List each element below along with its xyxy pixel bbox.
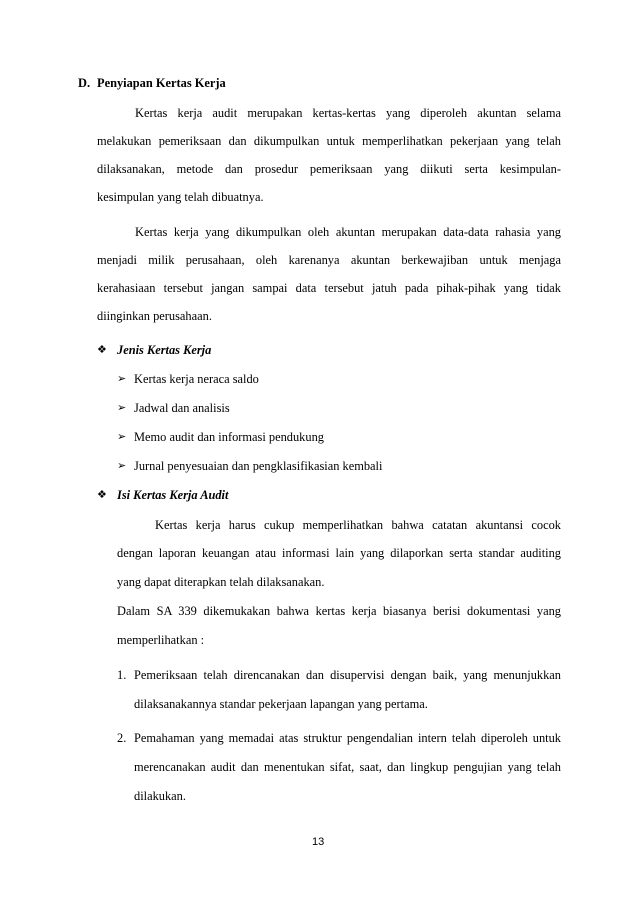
isi-paragraph-line: Kertas kerja harus cukup memperlihatkan bahwa catatan akuntansi cocok: [155, 518, 561, 532]
jenis-item: Kertas kerja neraca saldo: [134, 372, 259, 386]
sa-intro-line: Dalam SA 339 dikemukakan bahwa kertas kerja biasanya berisi dokumentasi yang: [117, 604, 561, 618]
list-item-line: dilaksanakannya standar pekerjaan lapangan yang pertama.: [134, 697, 428, 711]
sa-intro-line: memperlihatkan :: [117, 633, 205, 647]
arrow-bullet-icon: ➢: [117, 372, 127, 385]
list-item-line: dilakukan.: [134, 789, 186, 803]
section-title: Penyiapan Kertas Kerja: [97, 76, 226, 90]
list-item-line: merencanakan audit dan menentukan sifat, saat, dan lingkup pengujian yang telah: [134, 760, 561, 774]
paragraph1-line: Kertas kerja audit merupakan kertas-kertas yang diperoleh akuntan selama: [135, 106, 561, 120]
jenis-item: Jurnal penyesuaian dan pengklasifikasian kembali: [134, 459, 383, 473]
paragraph1-line: kesimpulan yang telah dibuatnya.: [97, 190, 264, 204]
jenis-title: Jenis Kertas Kerja: [117, 343, 212, 357]
paragraph2-line: kerahasiaan tersebut jangan sampai data tersebut jatuh pada pihak-pihak yang tidak: [97, 281, 561, 295]
paragraph1-line: dilaksanakan, metode dan prosedur pemeriksaan yang diikuti serta kesimpulan-: [97, 162, 561, 176]
paragraph2-line: diinginkan perusahaan.: [97, 309, 212, 323]
diamond-bullet-icon: ❖: [97, 488, 107, 501]
list-item-line: Pemahaman yang memadai atas struktur pengendalian intern telah diperoleh untuk: [134, 731, 561, 745]
jenis-item: Jadwal dan analisis: [134, 401, 230, 415]
isi-title: Isi Kertas Kerja Audit: [117, 488, 229, 502]
isi-paragraph-line: dengan laporan keuangan atau informasi lain yang dilaporkan serta standar auditing: [117, 546, 561, 560]
jenis-item: Memo audit dan informasi pendukung: [134, 430, 324, 444]
section-letter: D.: [78, 76, 91, 90]
paragraph2-line: Kertas kerja yang dikumpulkan oleh akuntan merupakan data-data rahasia yang: [135, 225, 561, 239]
diamond-bullet-icon: ❖: [97, 343, 107, 356]
paragraph2-line: menjadi milik perusahaan, oleh karenanya akuntan berkewajiban untuk menjaga: [97, 253, 561, 267]
isi-paragraph-line: yang dapat diterapkan telah dilaksanakan.: [117, 575, 325, 589]
arrow-bullet-icon: ➢: [117, 401, 127, 414]
arrow-bullet-icon: ➢: [117, 430, 127, 443]
page-number: 13: [312, 836, 325, 848]
paragraph1-line: melakukan pemeriksaan dan dikumpulkan untuk memperlihatkan pekerjaan yang telah: [97, 134, 561, 148]
list-number: 1.: [117, 668, 127, 682]
list-item-line: Pemeriksaan telah direncanakan dan disupervisi dengan baik, yang menunjukkan: [134, 668, 561, 682]
list-number: 2.: [117, 731, 127, 745]
arrow-bullet-icon: ➢: [117, 459, 127, 472]
